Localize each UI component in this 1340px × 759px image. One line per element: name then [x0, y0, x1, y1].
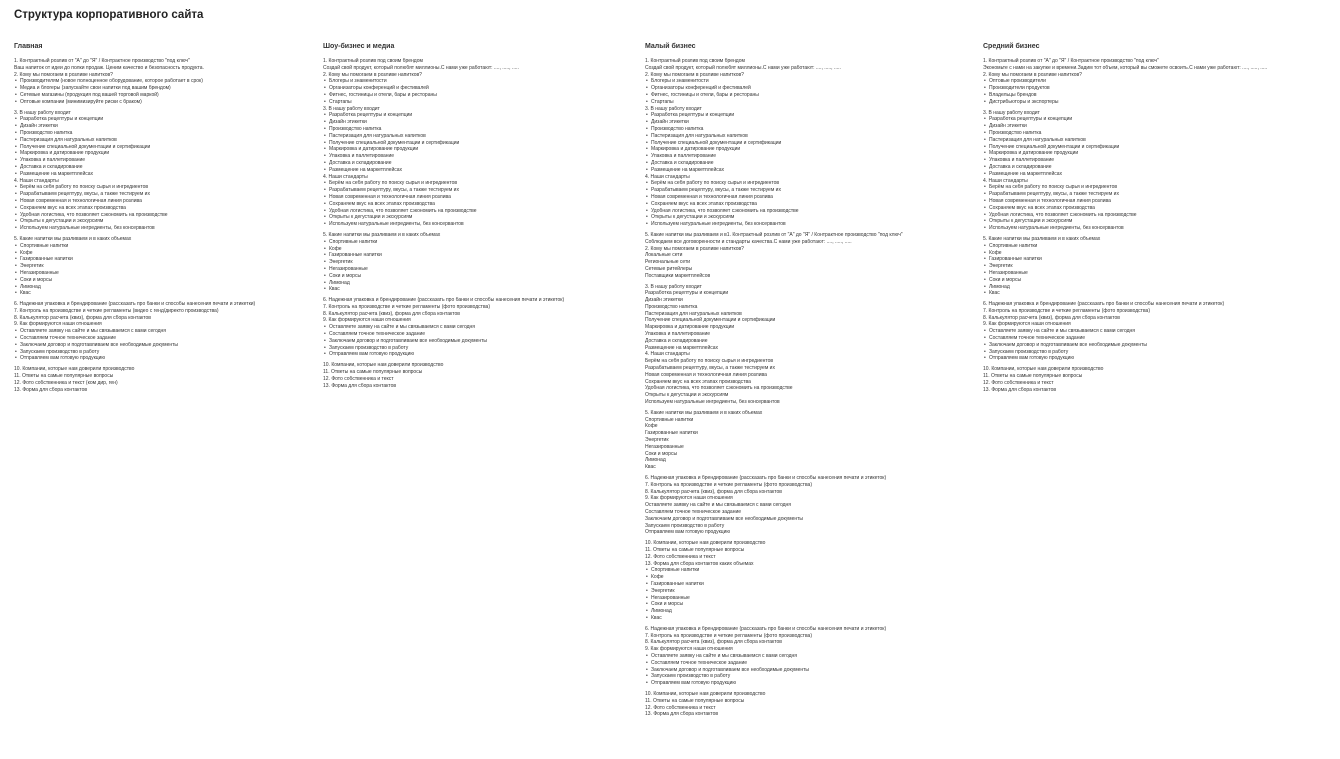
bullet-item: • Заключаем договор и подготавливаем все необходимые документы [983, 342, 1333, 349]
bullet-item: • Заключаем договор и подготавливаем все необходимые документы [323, 338, 641, 345]
bullet-item: • Сохраняем вкус на всех этапах производства [645, 201, 980, 208]
bullet-item: • Соки и морсы [14, 277, 319, 284]
text-line: Открыты к дегустации и экскурсиям [645, 392, 729, 399]
bullet-item: • Получение специальной документации и сертификации [14, 144, 319, 151]
text-line: 5. Какие напитки мы разливаем и в каких объемах [645, 409, 763, 416]
text-line: 2. Кому мы помогаем в розливе напитков? [983, 71, 1082, 78]
bullet-item: • Разработка рецептуры и концепции [983, 116, 1333, 123]
bullet-item: • Производство напитка [645, 126, 980, 133]
bullet-item: • Запускаем производство в работу [14, 349, 319, 356]
bullet-item: • Энергетик [14, 263, 319, 270]
bullet-item: • Кофе [14, 250, 319, 257]
bullet-item: • Получение специальной документации и сертификации [983, 144, 1333, 151]
text-line: 4. Наши стандарты [14, 177, 59, 184]
bullet-item: • Кофе [645, 574, 980, 581]
text-line: 1. Контрактный розлив под своим брендом [645, 58, 745, 64]
bullet-item: • Получение специальной документации и сертификации [323, 140, 641, 147]
bullet-item: • Отправляем вам готовую продукцию [983, 355, 1333, 362]
bullet-item: • Газированные напитки [323, 252, 641, 259]
bullet-item: • Разработка рецептуры и концепции [645, 112, 980, 119]
bullet-item: • Квас [983, 290, 1333, 297]
column-title: Главная [14, 43, 43, 50]
bullet-item: • Запускаем производство в работу [323, 345, 641, 352]
text-line: 6. Надежная упаковка и брендирование (рассказать про банки и способы нанесения печати и этикеток) [645, 625, 887, 632]
bullet-item: • Фитнес, гостиницы и отели, бары и рестораны [645, 92, 980, 99]
text-line: 4. Наши стандарты [645, 173, 690, 180]
text-line: Упаковка и паллетирование [645, 331, 711, 338]
bullet-item: • Отправляем вам готовую продукцию [14, 355, 319, 362]
bullet-item: • Используем натуральные ингредиенты, без консервантов [645, 221, 980, 228]
text-line: Спортивные напитки [645, 416, 694, 423]
text-line: 8. Калькулятор расчета (квиз), форма для сбора контактов [645, 639, 782, 646]
bullet-item: • Сетевые магазины (продукция под вашей торговой маркой) [14, 92, 319, 99]
bullet-item: • Разрабатываем рецептуру, вкусы, а также тестируем их [983, 191, 1333, 198]
text-line: Кофе [645, 423, 658, 430]
text-line: Берём на себя работу по поиску сырья и ингредиентов [645, 358, 774, 365]
text-line: 7. Контроль на производстве и четкие регламенты (фото производства) [645, 481, 813, 488]
bullet-item: • Новая современная и технологичная линия розлива [983, 198, 1333, 205]
bullet-item: • Удобная логистика, что позволяет сэкономить на производстве [323, 208, 641, 215]
text-line: Газированные напитки [645, 430, 698, 437]
column-lines [323, 58, 641, 389]
text-line: 8. Калькулятор расчета (квиз), форма для сбора контактов [14, 314, 151, 321]
bullet-item: • Дистрибьюторы и экспортеры [983, 99, 1333, 106]
text-line: 3. В нашу работу входит [14, 109, 71, 116]
text-line: 11. Ответы на самые популярные вопросы [323, 369, 423, 376]
text-line: 11. Ответы на самые популярные вопросы [645, 697, 745, 704]
bullet-item: • Лимонад [14, 284, 319, 291]
bullet-item: • Заключаем договор и подготавливаем все необходимые документы [645, 667, 980, 674]
bullet-item: • Организаторы конференций и фестивалей [323, 85, 641, 92]
bullet-item: • Берём на себя работу по поиску сырья и ингредиентов [983, 184, 1333, 191]
text-line: Используем натуральные ингредиенты, без консервантов [645, 399, 780, 406]
text-line: 12. Фото собственника и текст (ком дир, ген) [14, 379, 118, 386]
bullet-item: • Размещение на маркетплейсах [323, 167, 641, 174]
bullet-item: • Открыты к дегустации и экскурсиям [323, 214, 641, 221]
text-line: Дизайн этикетки [645, 297, 683, 304]
text-line: Региональные сети [645, 259, 691, 266]
text-line: 10. Компании, которые нам доверили производство [645, 690, 766, 697]
bullet-item: • Отправляем вам готовую продукцию [645, 680, 980, 687]
column-lines [645, 58, 980, 718]
text-line: 13. Форма для сбора контактов [645, 711, 719, 718]
bullet-item: • Владельцы брендов [983, 92, 1333, 99]
text-line: Удобная логистика, что позволяет сэкономить на производстве [645, 385, 793, 392]
text-line: 12. Фото собственника и текст [645, 553, 716, 560]
bullet-item: • Дизайн этикетки [323, 119, 641, 126]
bullet-item: • Упаковка и паллетирование [14, 157, 319, 164]
bullet-item: • Лимонад [983, 284, 1333, 291]
bullet-item: • Негазированные [323, 266, 641, 273]
bullet-item: • Удобная логистика, что позволяет сэкономить на производстве [14, 212, 319, 219]
text-line: 7. Контроль на производстве и четкие регламенты (фото производства) [323, 303, 491, 310]
bullet-item: • Спортивные напитки [645, 567, 980, 574]
bullet-item: • Стартапы [323, 99, 641, 106]
bullet-item: • Оставляете заявку на сайте и мы связываемся с вами сегодня [645, 653, 980, 660]
bullet-item: • Квас [645, 615, 980, 622]
bullet-item: • Энергетик [983, 263, 1333, 270]
bullet-item: • Оставляете заявку на сайте и мы связываемся с вами сегодня [323, 324, 641, 331]
bullet-item: • Используем натуральные ингредиенты, без консервантов [323, 221, 641, 228]
text-line: 4. Наши стандарты [645, 351, 690, 358]
bullet-item: • Медиа и блогеры (запускайте свои напитки под вашим брендом) [14, 85, 319, 92]
bullet-item: • Энергетик [323, 259, 641, 266]
bullet-item: • Составляем точное техническое задание [983, 335, 1333, 342]
bullet-item: • Негазированные [645, 595, 980, 602]
column-lines [983, 58, 1333, 393]
bullet-item: • Запускаем производство в работу [983, 349, 1333, 356]
bullet-item: • Сохраняем вкус на всех этапах производства [323, 201, 641, 208]
bullet-item: • Составляем точное техническое задание [14, 335, 319, 342]
text-line: 11. Ответы на самые популярные вопросы [14, 373, 114, 380]
bullet-item: • Пастеризация для натуральных напитков [983, 137, 1333, 144]
text-line: Размещение на маркетплейсах [645, 344, 719, 351]
text-line: 1. Контрактный розлив от "А" до "Я" / Контрактное производство "под ключ" [983, 58, 1159, 64]
text-line: 12. Фото собственника и текст [983, 379, 1054, 386]
column-small-business [645, 43, 980, 718]
text-line: 2. Кому мы помогаем в розливе напитков? [323, 71, 422, 78]
text-line: 13. Форма для сбора контактов [983, 386, 1057, 393]
text-line: Локальные сети [645, 252, 683, 259]
text-line: 8. Калькулятор расчета (квиз), форма для сбора контактов [323, 310, 460, 317]
bullet-item: • Размещение на маркетплейсах [983, 171, 1333, 178]
text-line: 6. Надежная упаковка и брендирование (рассказать про банки и способы нанесения печати и этикеток) [983, 301, 1225, 308]
bullet-item: • Соки и морсы [645, 601, 980, 608]
text-line: Разработка рецептуры и концепции [645, 290, 729, 297]
text-line: Пастеризация для натуральных напитков [645, 310, 742, 317]
bullet-item: • Оставляете заявку на сайте и мы связываемся с вами сегодня [983, 328, 1333, 335]
text-line: 2. Кому мы помогаем в розливе напитков? [645, 71, 744, 78]
text-line: Создай свой продукт, который полюбят миллионы.С нами уже работают: ...., ....., ..... [645, 64, 841, 71]
text-line: 9. Как формируются наши отношения [645, 646, 733, 653]
text-line: 3. В нашу работу входит [323, 105, 380, 112]
text-line: Разрабатываем рецептуру, вкусы, а также тестируем их [645, 365, 775, 372]
text-line: 5. Какие напитки мы разливаем и в1. Контрактный розлив от "А" до "Я" / Контрактное производство "под ключ" [645, 231, 903, 238]
bullet-item: • Негазированные [983, 270, 1333, 277]
bullet-item: • Маркировка и датирование продукции [14, 150, 319, 157]
column-show-business [323, 43, 641, 389]
bullet-item: • Стартапы [645, 99, 980, 106]
bullet-item: • Открыты к дегустации и экскурсиям [645, 214, 980, 221]
bullet-item: • Составляем точное техническое задание [645, 660, 980, 667]
bullet-item: • Разработка рецептуры и концепции [14, 116, 319, 123]
bullet-item: • Квас [323, 286, 641, 293]
text-line: 9. Как формируются наши отношения [645, 495, 733, 502]
bullet-item: • Негазированные [14, 270, 319, 277]
bullet-item: • Соки и морсы [983, 277, 1333, 284]
text-line: 9. Как формируются наши отношения [14, 321, 102, 328]
bullet-item: • Размещение на маркетплейсах [645, 167, 980, 174]
text-line: 11. Ответы на самые популярные вопросы [983, 373, 1083, 380]
bullet-item: • Разрабатываем рецептуру, вкусы, а также тестируем их [323, 187, 641, 194]
bullet-item: • Фитнес, гостиницы и отели, бары и рестораны [323, 92, 641, 99]
column-medium-business [983, 43, 1333, 393]
bullet-item: • Пастеризация для натуральных напитков [645, 133, 980, 140]
text-line: Сохраняем вкус на всех этапах производства [645, 378, 751, 385]
bullet-item: • Удобная логистика, что позволяет сэкономить на производстве [645, 208, 980, 215]
text-line: 3. В нашу работу входит [983, 109, 1040, 116]
text-line: Создай свой продукт, который полюбят миллионы.С нами уже работают: ...., ....., ..... [323, 64, 519, 71]
text-line: 5. Какие напитки мы разливаем и в каких объемах [14, 235, 132, 242]
bullet-item: • Разрабатываем рецептуру, вкусы, а также тестируем их [14, 191, 319, 198]
text-line: 8. Калькулятор расчета (квиз), форма для сбора контактов [983, 314, 1120, 321]
bullet-item: • Дизайн этикетки [14, 123, 319, 130]
bullet-item: • Составляем точное техническое задание [323, 331, 641, 338]
bullet-item: • Дизайн этикетки [983, 123, 1333, 130]
bullet-item: • Доставка и складирование [14, 164, 319, 171]
bullet-item: • Лимонад [645, 608, 980, 615]
text-line: Запускаем производство в работу [645, 522, 725, 529]
text-line: Маркировка и датирование продукции [645, 324, 735, 331]
text-line: Отправляем вам готовую продукцию [645, 529, 731, 536]
bullet-item: • Получение специальной документации и сертификации [645, 140, 980, 147]
bullet-item: • Доставка и складирование [983, 164, 1333, 171]
text-line: 13. Форма для сбора контактов [323, 382, 397, 389]
bullet-item: • Берём на себя работу по поиску сырья и ингредиентов [14, 184, 319, 191]
text-line: 3. В нашу работу входит [645, 283, 702, 290]
column-title: Шоу-бизнес и медиа [323, 43, 395, 50]
bullet-item: • Газированные напитки [14, 256, 319, 263]
bullet-item: • Соки и морсы [323, 273, 641, 280]
bullet-item: • Разрабатываем рецептуру, вкусы, а также тестируем их [645, 187, 980, 194]
text-line: 6. Надежная упаковка и брендирование (рассказать про банки и способы нанесения печати и этикетки) [14, 301, 256, 308]
bullet-item: • Блогеры и знаменитости [645, 78, 980, 85]
bullet-item: • Производителям (новое полноценное оборудование, которое работает в срок) [14, 78, 319, 85]
bullet-item: • Кофе [323, 246, 641, 253]
bullet-item: • Производители продуктов [983, 85, 1333, 92]
bullet-item: • Сохраняем вкус на всех этапах производства [983, 205, 1333, 212]
text-line: Получение специальной документации и сертификации [645, 317, 776, 324]
text-line: 9. Как формируются наши отношения [323, 317, 411, 324]
bullet-item: • Открыты к дегустации и экскурсиям [983, 218, 1333, 225]
bullet-item: • Производство напитка [14, 130, 319, 137]
text-line: 6. Надежная упаковка и брендирование (рассказать про банки и способы нанесения печати и этикеток) [645, 475, 887, 482]
text-line: 12. Фото собственника и текст [645, 704, 716, 711]
bullet-item: • Новая современная и технологичная линия розлива [14, 198, 319, 205]
text-line: Заключаем договор и подготавливаем все необходимые документы [645, 515, 804, 522]
column-title: Средний бизнес [983, 43, 1040, 50]
bullet-item: • Доставка и складирование [323, 160, 641, 167]
text-line: 1. Контрактный розлив под своим брендом [323, 58, 423, 64]
text-line: 11. Ответы на самые популярные вопросы [645, 546, 745, 553]
text-line: Производство напитка [645, 303, 698, 310]
bullet-item: • Новая современная и технологичная линия розлива [645, 194, 980, 201]
bullet-item: • Блогеры и знаменитости [323, 78, 641, 85]
bullet-item: • Пастеризация для натуральных напитков [14, 137, 319, 144]
text-line: 10. Компании, которые нам доверили производство [645, 540, 766, 547]
bullet-item: • Упаковка и паллетирование [323, 153, 641, 160]
text-line: 8. Калькулятор расчета (квиз), форма для сбора контактов [645, 488, 782, 495]
bullet-item: • Разработка рецептуры и концепции [323, 112, 641, 119]
text-line: Сетевые ритейлеры [645, 265, 693, 272]
bullet-item: • Берём на себя работу по поиску сырья и ингредиентов [323, 180, 641, 187]
text-line: Соки и морсы [645, 450, 678, 457]
bullet-item: • Квас [14, 290, 319, 297]
bullet-item: • Маркировка и датирование продукции [645, 146, 980, 153]
bullet-item: • Используем натуральные ингредиенты, без консервантов [14, 225, 319, 232]
text-line: 10. Компании, которые нам доверили производство [983, 366, 1104, 373]
text-line: 2. Кому мы помогаем в розливе напитков? [14, 71, 113, 78]
text-line: Поставщики маркетплейсов [645, 272, 711, 279]
text-line: Составляем точное техническое задание [645, 509, 742, 515]
bullet-item: • Оптовые производители [983, 78, 1333, 85]
bullet-item: • Газированные напитки [645, 581, 980, 588]
bullet-item: • Дизайн этикетки [645, 119, 980, 126]
text-line: 7. Контроль на производстве и четкие регламенты (фото производства) [645, 632, 813, 639]
bullet-item: • Энергетик [645, 588, 980, 595]
bullet-item: • Оптовые компании (минимизируйте риски с браком) [14, 99, 319, 106]
bullet-item: • Упаковка и паллетирование [983, 157, 1333, 164]
bullet-item: • Используем натуральные ингредиенты, без консервантов [983, 225, 1333, 232]
text-line: 10. Компании, которые нам доверили производство [14, 366, 135, 373]
bullet-item: • Удобная логистика, что позволяет сэкономить на производстве [983, 212, 1333, 219]
text-line: 3. В нашу работу входит [645, 105, 702, 112]
bullet-item: • Маркировка и датирование продукции [983, 150, 1333, 157]
text-line: Экономьте с нами на закупке и времени.Задим тот объем, который вы сможете освоить.С нами уже работают: ...., ....., ..... [983, 64, 1268, 71]
bullet-item: • Открыты к дегустации и экскурсиям [14, 218, 319, 225]
bullet-item: • Кофе [983, 250, 1333, 257]
bullet-item: • Сохраняем вкус на всех этапах производства [14, 205, 319, 212]
page-title: Структура корпоративного сайта [14, 9, 204, 21]
bullet-item: • Спортивные напитки [14, 243, 319, 250]
text-line: Негазированные [645, 443, 684, 450]
column-title: Малый бизнес [645, 43, 696, 50]
text-line: 13. Форма для сбора контактов [14, 386, 88, 393]
text-line: Новая современная и технологичная линия розлива [645, 371, 767, 378]
bullet-item: • Организаторы конференций и фестивалей [645, 85, 980, 92]
text-line: 13. Форма для сбора контактов каких объемах [645, 560, 754, 567]
bullet-item: • Размещение на маркетплейсах [14, 171, 319, 178]
text-line: 6. Надежная упаковка и брендирование (рассказать про банки и способы нанесения печати и этикеток) [323, 297, 565, 304]
text-line: Доставка и складирование [645, 337, 708, 344]
bullet-item: • Берём на себя работу по поиску сырья и ингредиентов [645, 180, 980, 187]
bullet-item: • Заключаем договор и подготавливаем все необходимые документы [14, 342, 319, 349]
bullet-item: • Спортивные напитки [323, 239, 641, 246]
bullet-item: • Производство напитка [983, 130, 1333, 137]
text-line: Соблюдаем все договоренности и стандарты качества.С нами уже работают: ...., ....., ..... [645, 238, 852, 245]
text-line: 4. Наши стандарты [983, 177, 1028, 184]
text-line: 10. Компании, которые нам доверили производство [323, 362, 444, 369]
bullet-item: • Маркировка и датирование продукции [323, 146, 641, 153]
bullet-item: • Новая современная и технологичная линия розлива [323, 194, 641, 201]
text-line: 9. Как формируются наши отношения [983, 321, 1071, 328]
text-line: Лимонад [645, 457, 666, 464]
bullet-item: • Лимонад [323, 280, 641, 287]
bullet-item: • Запускаем производство в работу [645, 673, 980, 680]
text-line: 1. Контрактный розлив от "А" до "Я" / Контрактное производство "под ключ" [14, 58, 190, 64]
text-line: 4. Наши стандарты [323, 173, 368, 180]
text-line: 12. Фото собственника и текст [323, 375, 394, 382]
bullet-item: • Упаковка и паллетирование [645, 153, 980, 160]
bullet-item: • Пастеризация для натуральных напитков [323, 133, 641, 140]
bullet-item: • Доставка и складирование [645, 160, 980, 167]
text-line: Квас [645, 464, 656, 471]
text-line: Энергетик [645, 437, 669, 444]
text-line: Оставляете заявку на сайте и мы связываемся с вами сегодня [645, 502, 792, 509]
bullet-item: • Производство напитка [323, 126, 641, 133]
bullet-item: • Спортивные напитки [983, 243, 1333, 250]
bullet-item: • Отправляем вам готовую продукцию [323, 351, 641, 358]
text-line: 5. Какие напитки мы разливаем и в каких объемах [323, 231, 441, 238]
bullet-item: • Оставляете заявку на сайте и мы связываемся с вами сегодня [14, 328, 319, 335]
column-main [14, 43, 319, 393]
text-line: 5. Какие напитки мы разливаем и в каких объемах [983, 235, 1101, 242]
text-line: 7. Контроль на производстве и четкие регламенты (видео с генд/директо производства) [14, 307, 219, 314]
text-line: 2. Кому мы помогаем в розливе напитков? [645, 245, 744, 252]
text-line: 7. Контроль на производстве и четкие регламенты (фото производства) [983, 307, 1151, 314]
bullet-item: • Газированные напитки [983, 256, 1333, 263]
column-lines [14, 58, 319, 393]
text-line: Ваш напиток от идеи до полки продаж. Ценим качество и безопасность продукта. [14, 64, 204, 71]
